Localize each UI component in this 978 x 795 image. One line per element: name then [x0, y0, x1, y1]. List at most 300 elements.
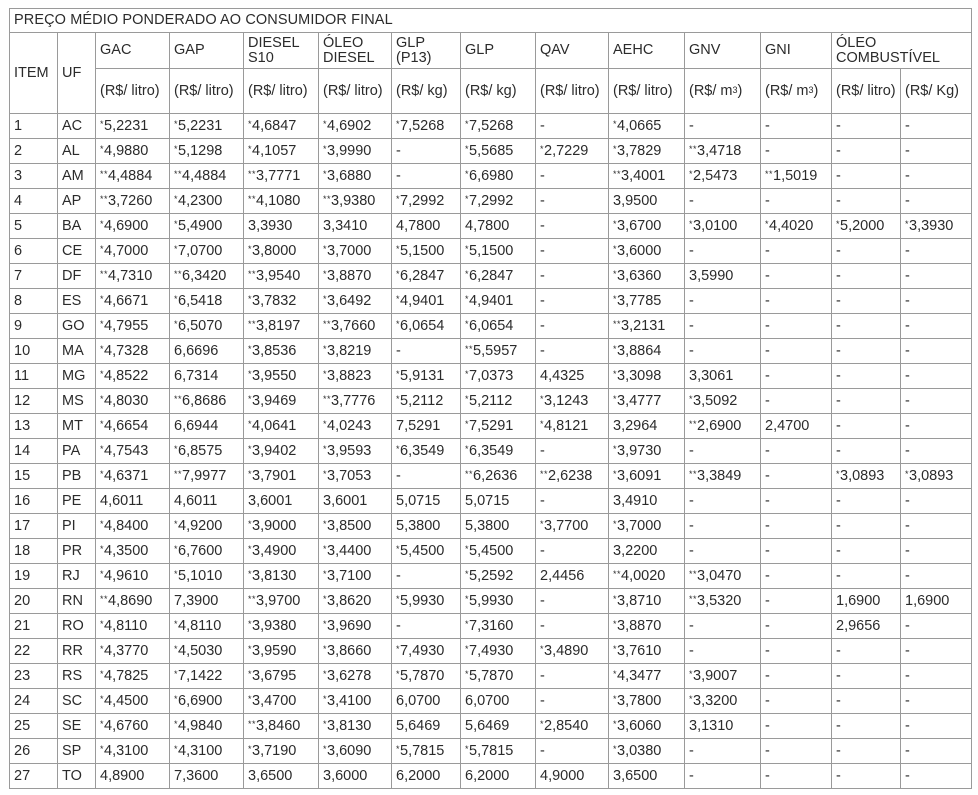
table-cell: 21 — [10, 614, 58, 639]
table-cell: - — [761, 139, 832, 164]
table-cell: **5,5957 — [461, 339, 536, 364]
table-cell: *3,9730 — [609, 439, 685, 464]
table-cell: *4,6371 — [96, 464, 170, 489]
table-cell: - — [901, 639, 972, 664]
table-cell: **1,5019 — [761, 164, 832, 189]
table-cell: 7 — [10, 264, 58, 289]
unit-label: (R$/ litro) — [96, 69, 170, 114]
table-cell: **4,4884 — [96, 164, 170, 189]
table-cell: *2,7229 — [536, 139, 609, 164]
table-cell: *5,2000 — [832, 214, 901, 239]
table-cell: MA — [58, 339, 96, 364]
table-cell: *5,7815 — [392, 739, 461, 764]
table-cell: 4 — [10, 189, 58, 214]
table-cell: 16 — [10, 489, 58, 514]
unit-label: (R$/ litro) — [319, 69, 392, 114]
table-cell: *5,1010 — [170, 564, 244, 589]
table-cell: *7,5291 — [461, 414, 536, 439]
table-cell: 9 — [10, 314, 58, 339]
table-cell: *4,8030 — [96, 389, 170, 414]
table-cell: - — [901, 539, 972, 564]
table-cell: 3,3061 — [685, 364, 761, 389]
table-cell: *3,8219 — [319, 339, 392, 364]
column-header: ÓLEO DIESEL — [319, 33, 392, 69]
table-row — [10, 439, 972, 464]
table-cell: 5,3800 — [461, 514, 536, 539]
table-cell: - — [761, 489, 832, 514]
table-cell: - — [761, 664, 832, 689]
table-cell: - — [832, 514, 901, 539]
table-cell: - — [685, 639, 761, 664]
table-cell: 6 — [10, 239, 58, 264]
table-cell: DF — [58, 264, 96, 289]
table-cell: *3,6880 — [319, 164, 392, 189]
table-row — [10, 214, 972, 239]
table-cell: *5,4500 — [392, 539, 461, 564]
table-cell: - — [685, 239, 761, 264]
table-cell: - — [832, 664, 901, 689]
table-cell: *5,7870 — [461, 664, 536, 689]
table-row — [10, 289, 972, 314]
table-cell: - — [901, 764, 972, 789]
table-cell: - — [901, 564, 972, 589]
table-cell: *4,6671 — [96, 289, 170, 314]
table-cell: *4,6900 — [96, 214, 170, 239]
table-cell: *3,7829 — [609, 139, 685, 164]
table-cell: *3,6795 — [244, 664, 319, 689]
table-cell: **3,7660 — [319, 314, 392, 339]
table-cell: - — [901, 489, 972, 514]
table-cell: - — [832, 439, 901, 464]
table-cell: - — [901, 339, 972, 364]
table-cell: 6,6696 — [170, 339, 244, 364]
table-cell: - — [832, 689, 901, 714]
table-cell: 3,2200 — [609, 539, 685, 564]
table-cell: - — [536, 214, 609, 239]
table-cell: - — [901, 739, 972, 764]
table-cell: 5,3800 — [392, 514, 461, 539]
table-cell: - — [685, 314, 761, 339]
table-cell: MG — [58, 364, 96, 389]
table-cell: *3,6000 — [609, 239, 685, 264]
table-cell: 7,5291 — [392, 414, 461, 439]
table-cell: 17 — [10, 514, 58, 539]
table-row — [10, 364, 972, 389]
table-cell: **3,7771 — [244, 164, 319, 189]
table-row — [10, 264, 972, 289]
table-cell: *3,0893 — [832, 464, 901, 489]
table-cell: *7,2992 — [392, 189, 461, 214]
table-cell: *4,9840 — [170, 714, 244, 739]
table-cell: 6,0700 — [392, 689, 461, 714]
table-cell: 4,8900 — [96, 764, 170, 789]
column-header: ITEM — [10, 33, 58, 114]
table-cell: PE — [58, 489, 96, 514]
table-cell: - — [685, 439, 761, 464]
table-cell: *3,7800 — [609, 689, 685, 714]
table-cell: - — [685, 539, 761, 564]
table-cell: 20 — [10, 589, 58, 614]
table-cell: 3,6001 — [244, 489, 319, 514]
table-cell: - — [536, 339, 609, 364]
table-cell: **4,0020 — [609, 564, 685, 589]
table-cell: *3,3200 — [685, 689, 761, 714]
table-cell: *6,8575 — [170, 439, 244, 464]
table-cell: 4,6011 — [96, 489, 170, 514]
table-cell: *4,6760 — [96, 714, 170, 739]
table-cell: GO — [58, 314, 96, 339]
table-cell: *3,6278 — [319, 664, 392, 689]
table-cell: 6,2000 — [392, 764, 461, 789]
unit-label: (R$/ litro) — [536, 69, 609, 114]
table-cell: MT — [58, 414, 96, 439]
table-cell: *3,8620 — [319, 589, 392, 614]
column-header: GAP — [170, 33, 244, 69]
table-cell: - — [901, 364, 972, 389]
unit-label: (R$/ litro) — [244, 69, 319, 114]
table-cell: *7,5268 — [461, 114, 536, 139]
table-cell: - — [761, 689, 832, 714]
table-cell: 6,6944 — [170, 414, 244, 439]
table-cell: *4,9880 — [96, 139, 170, 164]
table-cell: - — [901, 239, 972, 264]
table-cell: - — [536, 489, 609, 514]
table-row — [10, 339, 972, 364]
table-row — [10, 689, 972, 714]
table-cell: - — [392, 464, 461, 489]
table-cell: *4,3100 — [96, 739, 170, 764]
table-row — [10, 614, 972, 639]
table-cell: - — [761, 764, 832, 789]
table-cell: *3,9593 — [319, 439, 392, 464]
table-cell: *5,2592 — [461, 564, 536, 589]
table-cell: **4,1080 — [244, 189, 319, 214]
table-cell: 3,5990 — [685, 264, 761, 289]
table-cell: - — [832, 539, 901, 564]
table-cell: TO — [58, 764, 96, 789]
table-cell: - — [901, 264, 972, 289]
table-cell: - — [761, 614, 832, 639]
table-cell: - — [832, 389, 901, 414]
table-cell: SP — [58, 739, 96, 764]
table-cell: 19 — [10, 564, 58, 589]
table-cell: *4,3770 — [96, 639, 170, 664]
table-cell: *5,2231 — [170, 114, 244, 139]
table-cell: - — [832, 564, 901, 589]
table-cell: BA — [58, 214, 96, 239]
table-cell: - — [536, 114, 609, 139]
table-cell: - — [536, 664, 609, 689]
table-cell: *3,6060 — [609, 714, 685, 739]
table-cell: - — [832, 164, 901, 189]
table-cell: *5,1500 — [461, 239, 536, 264]
unit-label: (R$/ kg) — [392, 69, 461, 114]
table-cell: *4,9401 — [461, 289, 536, 314]
table-cell: *4,9401 — [392, 289, 461, 314]
table-cell: 2,4700 — [761, 414, 832, 439]
table-cell: *3,9000 — [244, 514, 319, 539]
table-cell: - — [761, 314, 832, 339]
table-cell: SC — [58, 689, 96, 714]
table-cell: **6,3420 — [170, 264, 244, 289]
table-cell: - — [901, 289, 972, 314]
table-cell: - — [392, 564, 461, 589]
table-cell: *3,8864 — [609, 339, 685, 364]
table-cell: 8 — [10, 289, 58, 314]
table-cell: RN — [58, 589, 96, 614]
table-cell: *7,5268 — [392, 114, 461, 139]
unit-label: (R$/ $m^3$) — [685, 69, 761, 114]
table-cell: 13 — [10, 414, 58, 439]
table-cell: *6,0654 — [392, 314, 461, 339]
table-cell: - — [901, 164, 972, 189]
table-cell: - — [832, 239, 901, 264]
table-cell: *3,6090 — [319, 739, 392, 764]
table-cell: 3,3930 — [244, 214, 319, 239]
table-cell: 2,4456 — [536, 564, 609, 589]
table-cell: AL — [58, 139, 96, 164]
table-cell: MS — [58, 389, 96, 414]
table-cell: *3,3098 — [609, 364, 685, 389]
table-cell: *4,7955 — [96, 314, 170, 339]
table-cell: *3,7053 — [319, 464, 392, 489]
table-cell: 1 — [10, 114, 58, 139]
column-header: DIESEL S10 — [244, 33, 319, 69]
table-cell: *4,7000 — [96, 239, 170, 264]
table-cell: - — [761, 589, 832, 614]
table-cell: *3,7000 — [609, 514, 685, 539]
table-cell: *4,7328 — [96, 339, 170, 364]
table-row — [10, 389, 972, 414]
table-cell: *3,9380 — [244, 614, 319, 639]
table-cell: *4,8400 — [96, 514, 170, 539]
table-cell: **4,8690 — [96, 589, 170, 614]
table-cell: - — [761, 539, 832, 564]
table-row — [10, 714, 972, 739]
table-cell: - — [901, 689, 972, 714]
table-cell: *4,0665 — [609, 114, 685, 139]
table-cell: **3,5320 — [685, 589, 761, 614]
table-cell: - — [536, 164, 609, 189]
table-cell: - — [901, 439, 972, 464]
table-cell: *4,8522 — [96, 364, 170, 389]
table-cell: *4,9610 — [96, 564, 170, 589]
table-cell: - — [392, 139, 461, 164]
table-cell: - — [685, 514, 761, 539]
table-cell: *3,0100 — [685, 214, 761, 239]
table-cell: **3,7260 — [96, 189, 170, 214]
table-cell: - — [761, 339, 832, 364]
table-cell: *3,6492 — [319, 289, 392, 314]
table-cell: 3,6000 — [319, 764, 392, 789]
table-cell: 12 — [10, 389, 58, 414]
column-header: QAV — [536, 33, 609, 69]
table-cell: 3,4910 — [609, 489, 685, 514]
table-cell: *6,5070 — [170, 314, 244, 339]
table-cell: 25 — [10, 714, 58, 739]
table-cell: *3,8536 — [244, 339, 319, 364]
table-cell: **3,2131 — [609, 314, 685, 339]
table-cell: *3,7785 — [609, 289, 685, 314]
table-cell: *3,8823 — [319, 364, 392, 389]
table-cell: *4,3477 — [609, 664, 685, 689]
table-cell: *3,6091 — [609, 464, 685, 489]
table-cell: **3,8197 — [244, 314, 319, 339]
table-cell: **3,3849 — [685, 464, 761, 489]
table-cell: *3,9990 — [319, 139, 392, 164]
table-cell: 15 — [10, 464, 58, 489]
table-cell: *4,2300 — [170, 189, 244, 214]
table-cell: *3,9590 — [244, 639, 319, 664]
table-cell: - — [832, 489, 901, 514]
table-cell: - — [685, 189, 761, 214]
table-cell: *5,2231 — [96, 114, 170, 139]
unit-label: (R$/ litro) — [832, 69, 901, 114]
table-cell: *3,8870 — [319, 264, 392, 289]
table-cell: 5,6469 — [461, 714, 536, 739]
table-cell: RS — [58, 664, 96, 689]
table-cell: - — [685, 289, 761, 314]
table-cell: RJ — [58, 564, 96, 589]
table-cell: - — [832, 139, 901, 164]
table-cell: 26 — [10, 739, 58, 764]
table-cell: **4,7310 — [96, 264, 170, 289]
table-cell: 24 — [10, 689, 58, 714]
table-cell: *3,8130 — [319, 714, 392, 739]
table-row — [10, 639, 972, 664]
table-cell: 22 — [10, 639, 58, 664]
table-cell: **3,8460 — [244, 714, 319, 739]
table-row — [10, 489, 972, 514]
table-cell: 3,1310 — [685, 714, 761, 739]
table-cell: *6,3549 — [461, 439, 536, 464]
table-cell: *3,4900 — [244, 539, 319, 564]
table-cell: *4,6654 — [96, 414, 170, 439]
column-header-oleo-combustivel: ÓLEO COMBUSTÍVEL — [832, 33, 972, 69]
table-cell: *4,4020 — [761, 214, 832, 239]
table-cell: *3,8710 — [609, 589, 685, 614]
table-cell: *4,6902 — [319, 114, 392, 139]
table-cell: *4,8110 — [170, 614, 244, 639]
table-cell: ES — [58, 289, 96, 314]
table-cell: 2,9656 — [832, 614, 901, 639]
table-cell: **3,4001 — [609, 164, 685, 189]
table-cell: *3,7000 — [319, 239, 392, 264]
table-cell: *7,4930 — [461, 639, 536, 664]
column-header: GNV — [685, 33, 761, 69]
table-cell: **7,9977 — [170, 464, 244, 489]
table-cell: *7,4930 — [392, 639, 461, 664]
table-cell: *4,3500 — [96, 539, 170, 564]
table-cell: 7,3600 — [170, 764, 244, 789]
table-cell: *3,9007 — [685, 664, 761, 689]
table-cell: *3,7610 — [609, 639, 685, 664]
table-cell: - — [832, 264, 901, 289]
table-row — [10, 514, 972, 539]
table-cell: 4,7800 — [392, 214, 461, 239]
table-cell: - — [761, 289, 832, 314]
table-cell: *6,3549 — [392, 439, 461, 464]
unit-label: (R$/ kg) — [461, 69, 536, 114]
table-cell: - — [685, 339, 761, 364]
table-cell: - — [901, 189, 972, 214]
unit-label: (R$/ litro) — [170, 69, 244, 114]
table-cell: - — [685, 114, 761, 139]
table-cell: *3,8660 — [319, 639, 392, 664]
table-cell: PA — [58, 439, 96, 464]
table-cell: **3,9540 — [244, 264, 319, 289]
table-cell: *5,9930 — [392, 589, 461, 614]
table-cell: *4,8110 — [96, 614, 170, 639]
table-row — [10, 539, 972, 564]
table-cell: **3,9380 — [319, 189, 392, 214]
table-cell: - — [536, 439, 609, 464]
table-cell: 11 — [10, 364, 58, 389]
table-cell: 1,6900 — [832, 589, 901, 614]
table-row — [10, 589, 972, 614]
column-header: GNI — [761, 33, 832, 69]
table-cell: *3,8500 — [319, 514, 392, 539]
table-row — [10, 739, 972, 764]
column-header: UF — [58, 33, 96, 114]
table-cell: 5,0715 — [392, 489, 461, 514]
table-cell: - — [901, 114, 972, 139]
table-cell: *7,0373 — [461, 364, 536, 389]
table-cell: 5,0715 — [461, 489, 536, 514]
table-cell: 4,6011 — [170, 489, 244, 514]
table-cell: - — [761, 364, 832, 389]
table-cell: *5,2112 — [461, 389, 536, 414]
table-cell: - — [536, 614, 609, 639]
table-cell: *7,1422 — [170, 664, 244, 689]
table-cell: PB — [58, 464, 96, 489]
table-cell: *6,2847 — [461, 264, 536, 289]
table-cell: RO — [58, 614, 96, 639]
table-cell: - — [832, 189, 901, 214]
table-cell: **3,0470 — [685, 564, 761, 589]
table-cell: - — [832, 739, 901, 764]
table-cell: *3,8870 — [609, 614, 685, 639]
column-header: GLP — [461, 33, 536, 69]
table-cell: - — [536, 539, 609, 564]
table-cell: - — [392, 614, 461, 639]
column-header: AEHC — [609, 33, 685, 69]
table-cell: **6,2636 — [461, 464, 536, 489]
table-row — [10, 114, 972, 139]
table-cell: 23 — [10, 664, 58, 689]
unit-label: (R$/ Kg) — [901, 69, 972, 114]
table-cell: - — [901, 664, 972, 689]
table-cell: *3,0380 — [609, 739, 685, 764]
table-cell: - — [901, 139, 972, 164]
table-cell: *6,0654 — [461, 314, 536, 339]
table-cell: *5,2112 — [392, 389, 461, 414]
table-cell: - — [536, 739, 609, 764]
table-cell: 3,3410 — [319, 214, 392, 239]
table-cell: *2,5473 — [685, 164, 761, 189]
table-cell: *3,9402 — [244, 439, 319, 464]
table-cell: *3,9469 — [244, 389, 319, 414]
table-cell: 7,3900 — [170, 589, 244, 614]
table-cell: *5,5685 — [461, 139, 536, 164]
table-cell: *3,7901 — [244, 464, 319, 489]
table-cell: *5,9131 — [392, 364, 461, 389]
table-cell: 5,6469 — [392, 714, 461, 739]
table-cell: - — [761, 639, 832, 664]
table-cell: *5,1500 — [392, 239, 461, 264]
table-cell: **4,4884 — [170, 164, 244, 189]
table-row — [10, 414, 972, 439]
